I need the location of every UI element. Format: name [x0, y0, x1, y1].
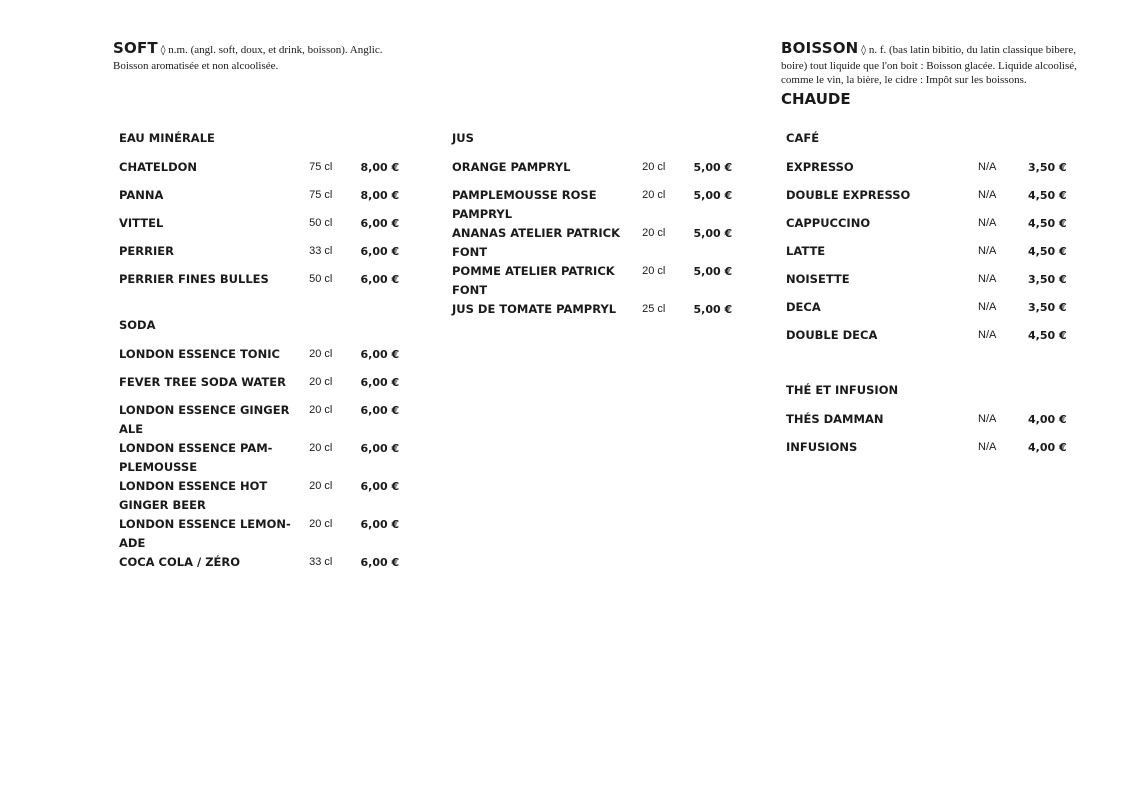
item-price: 6,00 €: [360, 404, 400, 417]
item-volume: N/A: [978, 301, 997, 313]
item-name: FEVER TREE SODA WATER: [119, 375, 286, 389]
item-name: CAPPUCCINO: [786, 216, 871, 230]
item-volume: 50 cl: [309, 273, 333, 285]
menu-column-jus: [452, 130, 742, 347]
item-name: EXPRESSO: [786, 160, 854, 174]
section-title: THÉ ET INFUSION: [786, 383, 899, 397]
item-price: 5,00 €: [693, 161, 733, 174]
item-volume: 20 cl: [309, 376, 333, 388]
item-volume: N/A: [978, 273, 997, 285]
item-price: 4,50 €: [1027, 217, 1067, 230]
item-price: 6,00 €: [360, 556, 400, 569]
menu-item: [119, 477, 409, 515]
menu-item: [786, 186, 1076, 214]
menu-item: [119, 401, 409, 439]
item-volume: 20 cl: [642, 161, 666, 173]
menu-item: [452, 158, 742, 186]
item-volume: N/A: [978, 245, 997, 257]
item-volume: 33 cl: [309, 556, 333, 568]
menu-item: [119, 242, 409, 270]
item-name: PAMPLEMOUSSE ROSE PAMPRYL: [452, 188, 597, 221]
item-name: LONDON ESSENCE GINGER ALE: [119, 403, 290, 436]
menu-item: [119, 439, 409, 477]
menu-column-chaude: [786, 130, 1076, 485]
menu-item: [452, 300, 742, 328]
soft-definition: n.m. (angl. soft, doux, et drink, boisson). Anglic. Boisson aromatisée et non alcoolisée.: [113, 44, 383, 72]
section-jus: [452, 130, 742, 328]
section-title: EAU MINÉRALE: [119, 131, 215, 145]
item-volume: 20 cl: [642, 265, 666, 277]
item-name: CHATELDON: [119, 160, 198, 174]
item-name: POMME ATELIER PATRICK FONT: [452, 264, 615, 297]
section-title: JUS: [452, 131, 474, 145]
menu-item: [786, 410, 1076, 438]
menu-item: [452, 186, 742, 224]
item-name: JUS DE TOMATE PAMPRYL: [452, 302, 617, 316]
item-volume: 20 cl: [642, 189, 666, 201]
item-volume: 20 cl: [642, 227, 666, 239]
section-the-infusion: [786, 382, 1076, 466]
item-name: VITTEL: [119, 216, 164, 230]
item-price: 6,00 €: [360, 376, 400, 389]
item-name: PERRIER: [119, 244, 174, 258]
menu-item: [119, 373, 409, 401]
item-name: COCA COLA / ZÉRO: [119, 555, 241, 569]
item-volume: 20 cl: [309, 348, 333, 360]
item-price: 5,00 €: [693, 303, 733, 316]
item-name: THÉS DAMMAN: [786, 412, 884, 426]
item-volume: N/A: [978, 161, 997, 173]
item-price: 3,50 €: [1027, 161, 1067, 174]
item-volume: N/A: [978, 217, 997, 229]
section-title: SODA: [119, 318, 156, 332]
item-volume: N/A: [978, 329, 997, 341]
item-volume: 33 cl: [309, 245, 333, 257]
item-price: 3,50 €: [1027, 301, 1067, 314]
item-volume: 75 cl: [309, 189, 333, 201]
item-volume: 20 cl: [309, 442, 333, 454]
item-name: LONDON ESSENCE LEMON-ADE: [119, 517, 291, 550]
soft-header: [113, 41, 413, 73]
menu-item: [786, 158, 1076, 186]
menu-item: [452, 262, 742, 300]
menu-item: [786, 298, 1076, 326]
menu-item: [786, 214, 1076, 242]
item-name: LONDON ESSENCE TONIC: [119, 347, 280, 361]
boisson-header: [781, 41, 1083, 106]
menu-item: [119, 214, 409, 242]
item-volume: 25 cl: [642, 303, 666, 315]
menu-item: [452, 224, 742, 262]
item-name: ANANAS ATELIER PATRICK FONT: [452, 226, 620, 259]
item-name: ORANGE PAMPRYL: [452, 160, 571, 174]
item-name: LATTE: [786, 244, 826, 258]
item-price: 8,00 €: [360, 189, 400, 202]
boisson-heading: BOISSON: [781, 39, 859, 57]
section-title: CAFÉ: [786, 131, 820, 145]
item-name: LONDON ESSENCE HOT GINGER BEER: [119, 479, 268, 512]
boisson-definition: n. f. (bas latin bibitio, du latin classique bibere, boire) tout liquide que l'on boit : Boisson glacée. Liquide alcoolisé, comme le vin, la bière, le cidre : Impôt sur les boissons.: [781, 44, 1077, 86]
item-volume: 75 cl: [309, 161, 333, 173]
menu-item: [119, 158, 409, 186]
item-volume: N/A: [978, 189, 997, 201]
section-cafe: [786, 130, 1076, 354]
lozenge-icon: ◊: [861, 45, 867, 56]
menu-item: [119, 345, 409, 373]
item-price: 6,00 €: [360, 442, 400, 455]
item-price: 6,00 €: [360, 480, 400, 493]
section-soda: [119, 317, 409, 581]
item-price: 4,50 €: [1027, 329, 1067, 342]
item-price: 6,00 €: [360, 348, 400, 361]
item-price: 6,00 €: [360, 245, 400, 258]
boisson-subtitle: CHAUDE: [781, 89, 851, 108]
menu-item: [786, 242, 1076, 270]
item-price: 6,00 €: [360, 273, 400, 286]
item-price: 6,00 €: [360, 217, 400, 230]
item-price: 3,50 €: [1027, 273, 1067, 286]
item-volume: 20 cl: [309, 480, 333, 492]
item-name: DECA: [786, 300, 821, 314]
menu-item: [119, 186, 409, 214]
item-volume: N/A: [978, 413, 997, 425]
item-price: 4,00 €: [1027, 441, 1067, 454]
item-name: DOUBLE EXPRESSO: [786, 188, 911, 202]
item-name: NOISETTE: [786, 272, 850, 286]
item-volume: 50 cl: [309, 217, 333, 229]
item-name: DOUBLE DECA: [786, 328, 878, 342]
soft-heading: SOFT: [113, 39, 158, 57]
item-price: 6,00 €: [360, 518, 400, 531]
item-name: PANNA: [119, 188, 164, 202]
menu-item: [786, 270, 1076, 298]
item-price: 4,50 €: [1027, 245, 1067, 258]
item-price: 5,00 €: [693, 265, 733, 278]
menu-item: [119, 553, 409, 581]
item-volume: N/A: [978, 441, 997, 453]
menu-item: [786, 438, 1076, 466]
item-price: 5,00 €: [693, 227, 733, 240]
item-price: 4,50 €: [1027, 189, 1067, 202]
item-price: 8,00 €: [360, 161, 400, 174]
item-price: 4,00 €: [1027, 413, 1067, 426]
item-name: PERRIER FINES BULLES: [119, 272, 269, 286]
lozenge-icon: ◊: [160, 45, 166, 56]
item-volume: 20 cl: [309, 518, 333, 530]
section-eau-minerale: [119, 130, 409, 298]
menu-column-soft: [119, 130, 409, 600]
menu-item: [119, 270, 409, 298]
menu-item: [119, 515, 409, 553]
item-volume: 20 cl: [309, 404, 333, 416]
menu-item: [786, 326, 1076, 354]
item-price: 5,00 €: [693, 189, 733, 202]
item-name: INFUSIONS: [786, 440, 858, 454]
item-name: LONDON ESSENCE PAM-PLEMOUSSE: [119, 441, 273, 474]
